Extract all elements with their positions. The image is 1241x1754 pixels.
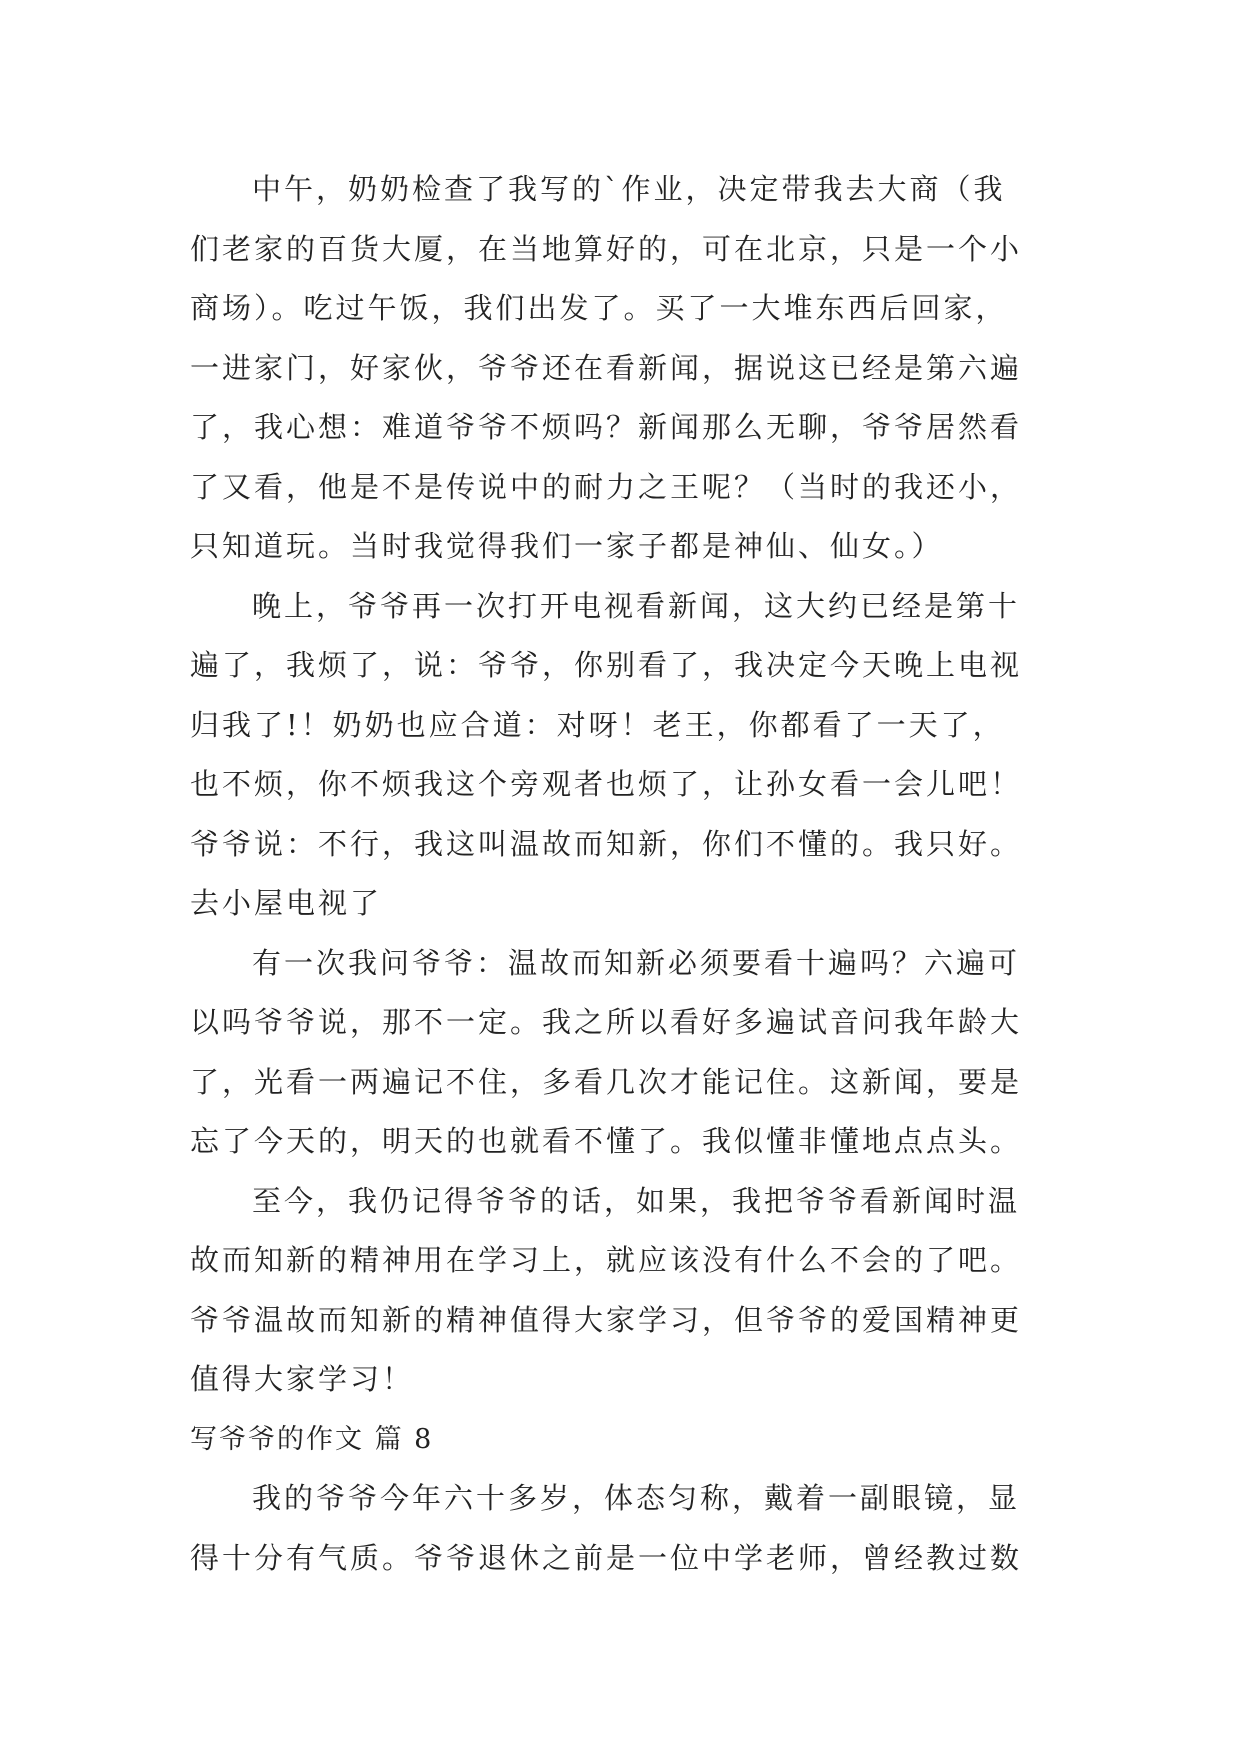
text-line: 了又看，他是不是传说中的耐力之王呢？（当时的我还小， [190,469,1023,504]
text-line: 忘了今天的，明天的也就看不懂了。我似懂非懂地点点头。 [190,1124,1023,1158]
text-line: 得十分有气质。爷爷退休之前是一位中学老师，曾经教过数 [190,1540,1023,1575]
text-line: 爷爷说：不行，我这叫温故而知新，你们不懂的。我只好。 [190,826,1023,861]
text-line: 归我了!！奶奶也应合道：对呀！老王，你都看了一天了， [190,707,1005,742]
document-body [190,160,1050,1588]
paragraph [190,934,1050,1172]
text-line: 商场）。吃过午饭，我们出发了。买了一大堆东西后回家， [190,291,1008,325]
text-line: 爷爷温故而知新的精神值得大家学习，但爷爷的爱国精神更 [190,1302,1023,1337]
section-heading: 写爷爷的作文 篇 8 [190,1423,434,1455]
text-line: 晚上，爷爷再一次打开电视看新闻，这大约已经是第十 [252,588,1021,623]
text-line: 了，我心想：难道爷爷不烦吗？新闻那么无聊，爷爷居然看 [190,410,1023,444]
text-line: 们老家的百货大厦，在当地算好的，可在北京，只是一个小 [190,231,1023,266]
text-line: 我的爷爷今年六十多岁，体态匀称，戴着一副眼镜，显 [252,1481,1021,1515]
paragraph [190,577,1050,934]
text-line: 以吗爷爷说，那不一定。我之所以看好多遍试音问我年龄大 [190,1005,1023,1039]
paragraph [190,1469,1050,1588]
text-line: 一进家门，好家伙，爷爷还在看新闻，据说这已经是第六遍 [190,350,1023,385]
text-line: 值得大家学习！ [190,1362,415,1396]
text-line: 只知道玩。当时我觉得我们一家子都是神仙、仙女。） [190,529,944,563]
text-line: 中午，奶奶检查了我写的`作业，决定带我去大商（我 [252,172,1006,206]
text-line: 了，光看一两遍记不住，多看几次才能记住。这新闻，要是 [190,1064,1023,1099]
text-line: 也不烦，你不烦我这个旁观者也烦了，让孙女看一会儿吧！ [190,767,1023,801]
text-line: 有一次我问爷爷：温故而知新必须要看十遍吗？六遍可 [252,945,1021,980]
text-line: 至今，我仍记得爷爷的话，如果，我把爷爷看新闻时温 [252,1183,1021,1218]
paragraph [190,1172,1050,1410]
text-line: 去小屋电视了 [190,886,383,920]
text-line: 遍了，我烦了，说：爷爷，你别看了，我决定今天晚上电视 [190,648,1023,682]
text-line: 故而知新的精神用在学习上，就应该没有什么不会的了吧。 [190,1243,1023,1277]
paragraph [190,160,1050,577]
